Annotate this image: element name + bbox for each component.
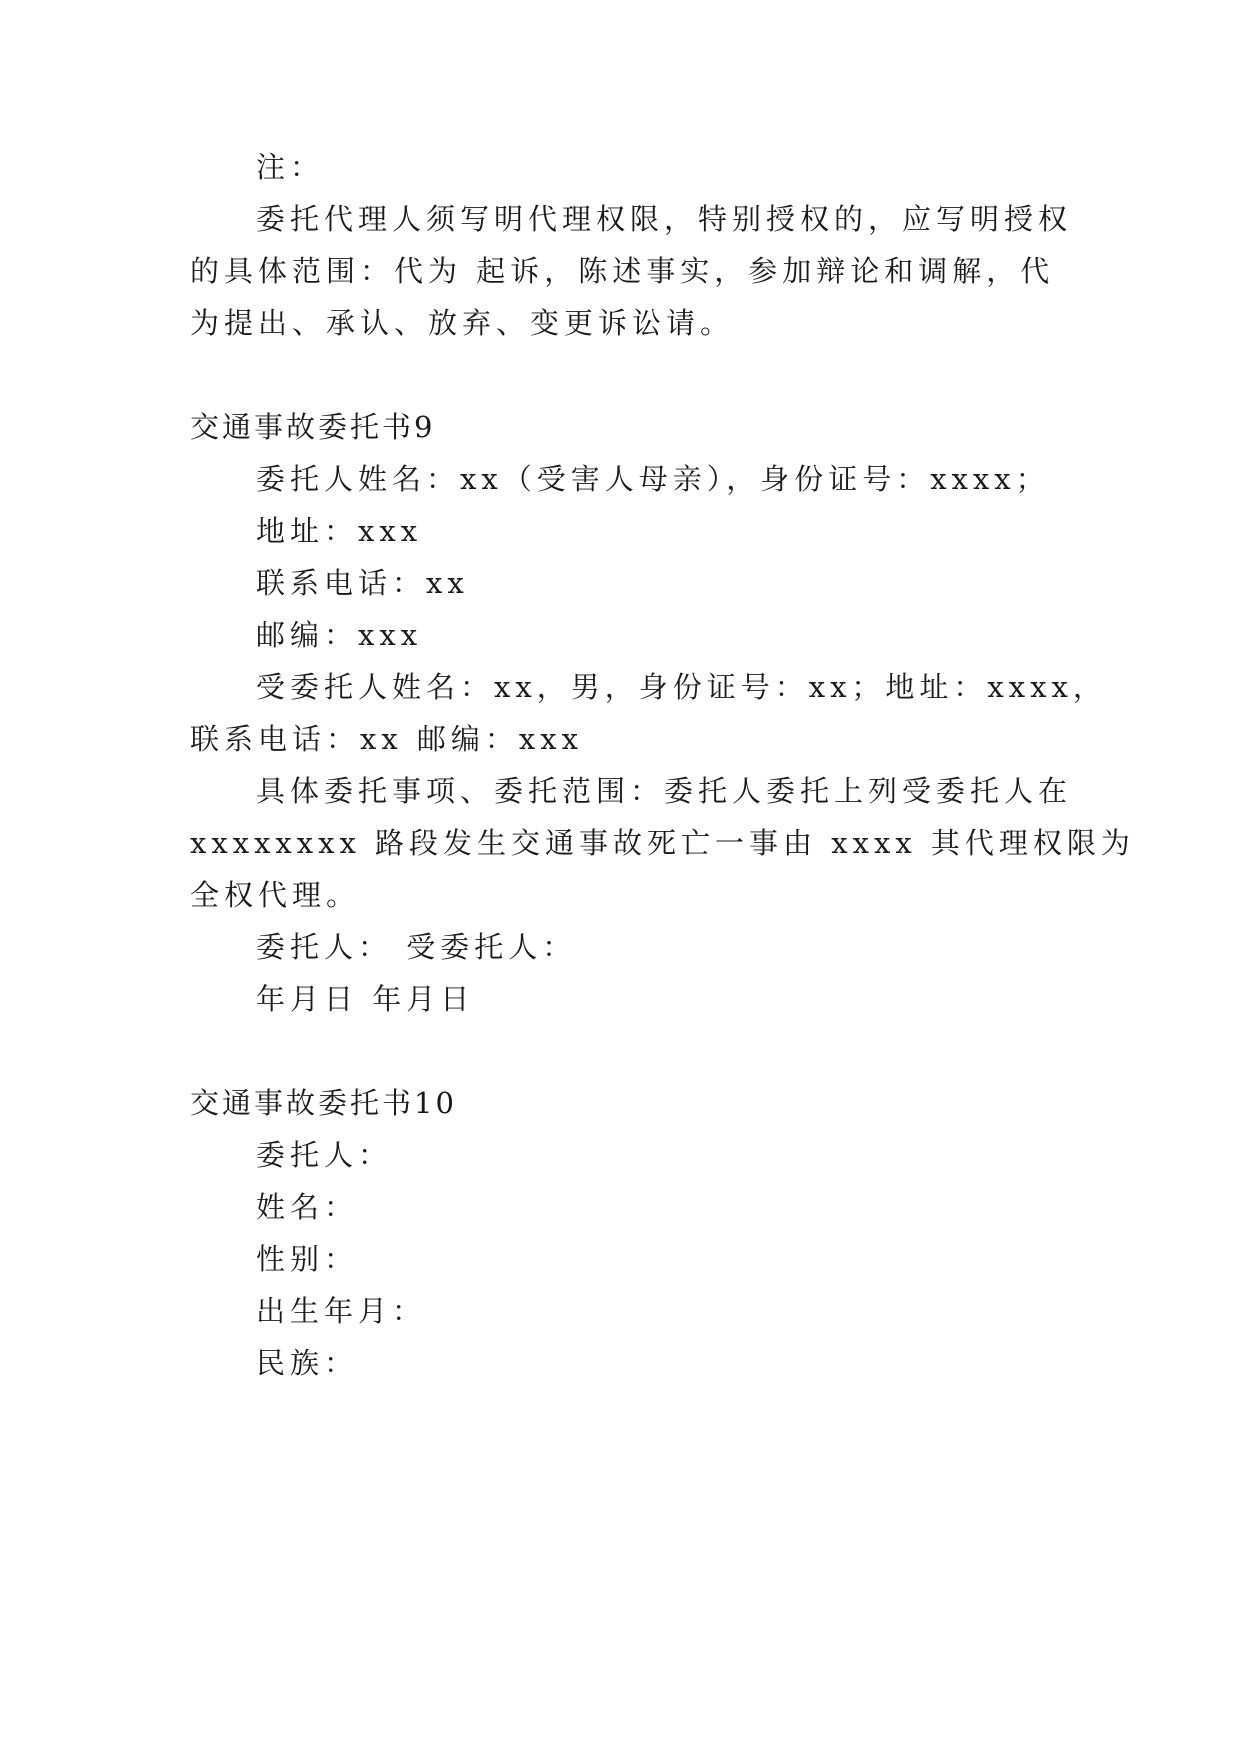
section9-matters-line-2: xxxxxxxx 路段发生交通事故死亡一事由 xxxx 其代理权限为: [190, 826, 1135, 860]
section9-agent-line-1: 受委托人姓名：xx，男，身份证号：xx；地址：xxxx，: [256, 670, 1107, 704]
note-line-3: 为提出、承认、放弃、变更诉讼请。: [190, 306, 735, 340]
section10-title: 交通事故委托书10: [190, 1086, 457, 1120]
section9-signatures: 委托人： 受委托人：: [256, 930, 577, 964]
section9-agent-line-2: 联系电话：xx 邮编：xxx: [190, 722, 583, 756]
section9-matters-line-1: 具体委托事项、委托范围：委托人委托上列受委托人在: [256, 774, 1073, 808]
section10-field-birth: 出生年月：: [256, 1294, 427, 1328]
note-line-1: 委托代理人须写明代理权限，特别授权的，应写明授权: [256, 202, 1073, 236]
section9-phone: 联系电话：xx: [256, 566, 469, 600]
section9-matters-line-3: 全权代理。: [190, 878, 361, 912]
section9-postcode: 邮编：xxx: [256, 618, 423, 652]
section9-address: 地址：xxx: [256, 514, 423, 548]
note-label: 注：: [256, 150, 325, 184]
section10-field-ethnicity: 民族：: [256, 1346, 359, 1380]
note-line-2: 的具体范围：代为 起诉，陈述事实，参加辩论和调解，代: [190, 254, 1055, 288]
section9-principal: 委托人姓名：xx（受害人母亲），身份证号：xxxx；: [256, 462, 1050, 496]
section9-title: 交通事故委托书9: [190, 410, 436, 444]
section10-field-principal: 委托人：: [256, 1138, 393, 1172]
section9-dates: 年月日 年月日: [256, 982, 475, 1016]
section10-field-name: 姓名：: [256, 1190, 359, 1224]
section10-field-gender: 性别：: [256, 1242, 359, 1276]
